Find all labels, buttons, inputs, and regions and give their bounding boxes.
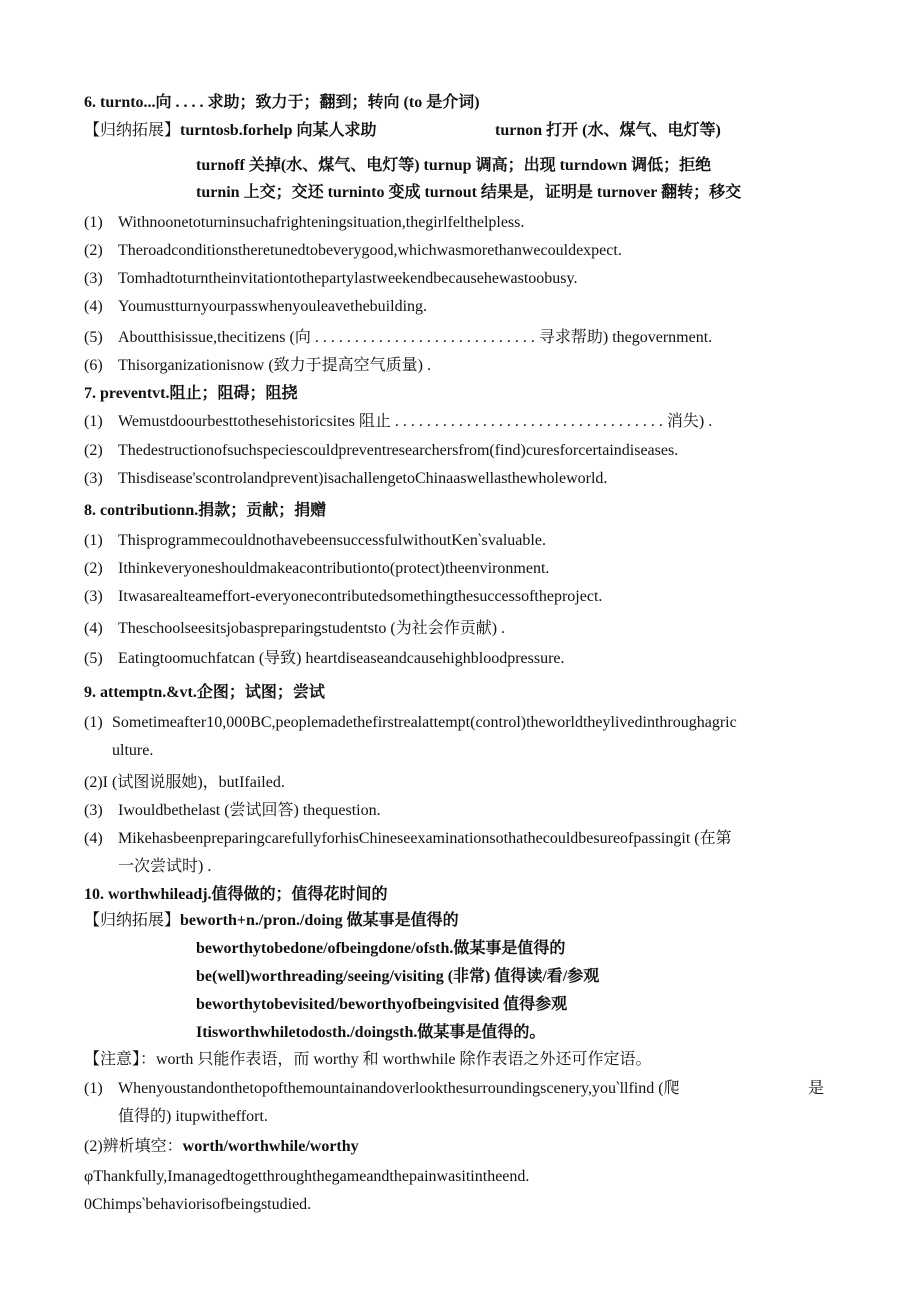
s6-item-6: (6) Thisorganizationisnow (致力于提高空气质量) . xyxy=(84,357,432,374)
section-10-expand-4: beworthytobevisited/beworthyofbeingvisited 值得参观 xyxy=(196,996,568,1013)
s8-item-1: (1) ThisprogrammecouldnothavebeensuccessfulwithoutKen‵svaluable. xyxy=(84,532,546,549)
s10-q2-i: φThankfully,Imanagedtogetthroughthegameandthepainwasitintheend. xyxy=(84,1168,530,1185)
s6-item-1: (1) Withnoonetoturninsuchafrighteningsituation,thegirlfelthelpless. xyxy=(84,214,525,231)
section-6-expand-line-2: turnoff 关掉(水、煤气、电灯等) turnup 调高；出现 turndown 调低；拒绝 xyxy=(196,157,712,174)
section-10-expand-5: Itisworthwhiletodosth./doingsth.做某事是值得的。 xyxy=(196,1024,546,1041)
s6-item-2: (2) Theroadconditionstheretunedtobeverygood,whichwasmorethanwecouldexpect. xyxy=(84,242,622,259)
section-6-heading: 6. turnto...向 . . . . 求助；致力于；翻到；转向 (to 是介词) xyxy=(84,94,480,111)
s9-item-4b: 一次尝试时) . xyxy=(118,858,212,875)
s9-item-1b: ulture. xyxy=(112,742,154,759)
s9-item-2: (2)I (试图说服她)，butIfailed. xyxy=(84,774,285,791)
section-10-expand-2: beworthytobedone/ofbeingdone/ofsth.做某事是值得的 xyxy=(196,940,566,957)
s10-q1a: (1) Whenyoustandonthetopofthemountainandoverlookthesurroundingscenery,you‵llfind (爬 xyxy=(84,1080,680,1097)
s9-item-4a: (4) MikehasbeenpreparingcarefullyforhisChineseexaminationsothathecouldbesureofpassingit (在第 xyxy=(84,830,732,847)
s10-q1-gap: 是 xyxy=(808,1080,825,1097)
expand-a: turntosb.forhelp 向某人求助 xyxy=(180,122,377,139)
section-10-expand-1: 【归纳拓展】beworth+n./pron./doing 做某事是值得的 xyxy=(84,912,459,929)
s9-item-3: (3) Iwouldbethelast (尝试回答) thequestion. xyxy=(84,802,381,819)
section-9-heading: 9. attemptn.&vt.企图；试图；尝试 xyxy=(84,684,325,701)
expand-b: turnon 打开 (水、煤气、电灯等) xyxy=(495,122,721,139)
s9-item-1a: (1) Sometimeafter10,000BC,peoplemadethefirstrealattempt(control)theworldtheylivedinthroughagric xyxy=(84,714,737,731)
s8-item-4: (4) Theschoolseesitsjobaspreparingstudentsto (为社会作贡献) . xyxy=(84,620,506,637)
s10-q2-ii: 0Chimps‵behaviorisofbeingstudied. xyxy=(84,1196,312,1213)
section-10-heading: 10. worthwhileadj.值得做的；值得花时间的 xyxy=(84,886,388,903)
section-6-expand-line-1 xyxy=(84,120,844,142)
section-6-expand-line-3: turnin 上交；交还 turninto 变成 turnout 结果是，证明是 turnover 翻转；移交 xyxy=(196,184,742,201)
s10-q2-label: (2)辨析填空：worth/worthwhile/worthy xyxy=(84,1138,359,1155)
s7-item-2: (2) Thedestructionofsuchspeciescouldpreventresearchersfrom(find)curesforcertaindiseases. xyxy=(84,442,679,459)
s6-item-3: (3) Tomhadtoturntheinvitationtothepartylastweekendbecausehewastoobusy. xyxy=(84,270,578,287)
s8-item-3: (3) Itwasarealteameffort-everyonecontributedsomethingthesuccessoftheproject. xyxy=(84,588,603,605)
section-8-heading: 8. contributionn.捐款；贡献；捐赠 xyxy=(84,502,327,519)
section-10-note: 【注意】：worth 只能作表语，而 worthy 和 worthwhile 除作表语之外还可作定语。 xyxy=(84,1051,652,1068)
s6-item-5: (5) Aboutthisissue,thecitizens (向 . . . . . . . . . . . . . . . . . . . . . . . . . . . . 寻求帮助) thegovernment. xyxy=(84,329,713,346)
section-10-expand-3: be(well)worthreading/seeing/visiting (非常) 值得读/看/参观 xyxy=(196,968,600,985)
expand-tag: 【归纳拓展】 xyxy=(84,122,181,139)
s8-item-5: (5) Eatingtoomuchfatcan (导致) heartdiseaseandcausehighbloodpressure. xyxy=(84,650,565,667)
s7-item-3: (3) Thisdisease'scontrolandprevent)isachallengetoChinaaswellasthewholeworld. xyxy=(84,470,608,487)
s10-q1b: 值得的) itupwitheffort. xyxy=(118,1108,268,1125)
s6-item-4: (4) Youmustturnyourpasswhenyouleavethebuilding. xyxy=(84,298,428,315)
s8-item-2: (2) Ithinkeveryoneshouldmakeacontributionto(protect)theenvironment. xyxy=(84,560,550,577)
s7-item-1: (1) Wemustdoourbesttothesehistoricsites 阻止 . . . . . . . . . . . . . . . . . . . . . . . . . . . . . . . . . . 消失) . xyxy=(84,413,713,430)
section-7-heading: 7. preventvt.阻止；阻碍；阻挠 xyxy=(84,385,298,402)
